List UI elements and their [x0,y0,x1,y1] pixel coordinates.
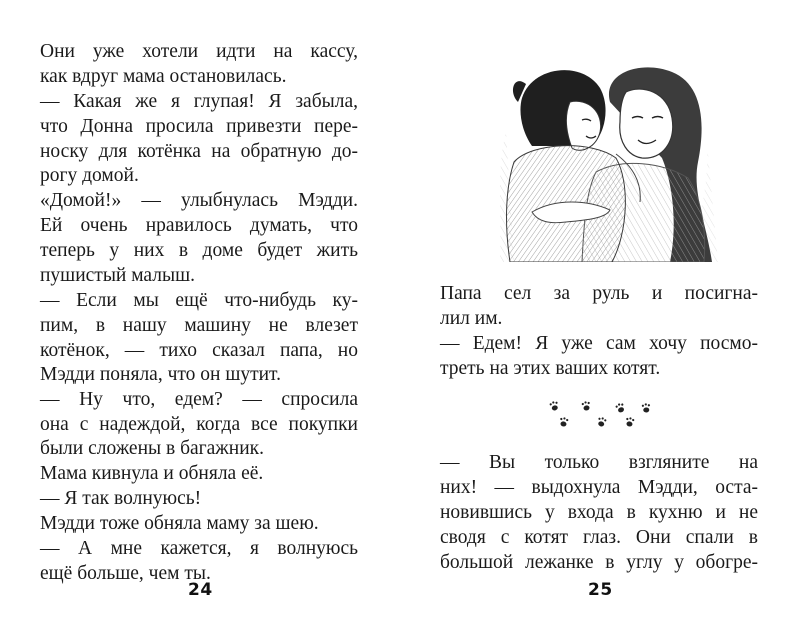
text-line: Мэдди тоже обняла маму за шею. [40,513,319,534]
text-line: сводя с котят глаз. Они спали в [440,527,758,548]
text-line: ещё больше, чем ты. [40,563,211,584]
mother-daughter-hug-illustration [492,62,718,262]
text-line: Ей очень нравилось думать, что [40,215,358,236]
text-line: были сложены в багажник. [40,438,265,459]
text-line: она с надеждой, когда все покупки [40,414,358,435]
text-line: пим, в нашу машину не влезет [40,315,358,336]
text-line: что Донна просила привезти пере- [40,116,358,137]
text-line: как вдруг мама остановилась. [40,66,287,87]
text-line: — Какая же я глупая! Я забыла, [40,91,358,112]
text-line: Они уже хотели идти на кассу, [40,41,358,62]
text-line: Папа сел за руль и посигна- [440,283,758,304]
text-line: большой лежанке в углу у обогре- [440,552,758,573]
text-line: теперь у них в доме будет жить [40,240,358,261]
text-line: Мама кивнула и обняла её. [40,463,264,484]
text-line: лил им. [440,308,503,329]
text-line: — Ну что, едем? — спросила [40,389,358,410]
paw-prints-divider-icon [540,395,660,435]
text-line: пушистый малыш. [40,265,195,286]
text-line: — Едем! Я уже сам хочу посмо- [440,333,758,354]
text-line: — Я так волнуюсь! [40,488,202,509]
right-page [400,0,800,640]
text-line: Мэдди поняла, что он шутит. [40,364,281,385]
text-line: рогу домой. [40,165,139,186]
text-line: новившись у входа в кухню и не [440,502,758,523]
text-line: «Домой!» — улыбнулась Мэдди. [40,190,358,211]
text-line: — Если мы ещё что-нибудь ку- [40,290,358,311]
text-line: — А мне кажется, я волнуюсь [40,538,358,559]
text-line: них! — выдохнула Мэдди, оста- [440,477,758,498]
text-line: котёнок, — тихо сказал папа, но [40,340,358,361]
text-line: носку для котёнка на обратную до- [40,141,358,162]
text-line: — Вы только взгляните на [440,452,758,473]
page-number-right: 25 [588,580,613,600]
text-line: треть на этих ваших котят. [440,358,661,379]
page-number-left: 24 [188,580,213,600]
